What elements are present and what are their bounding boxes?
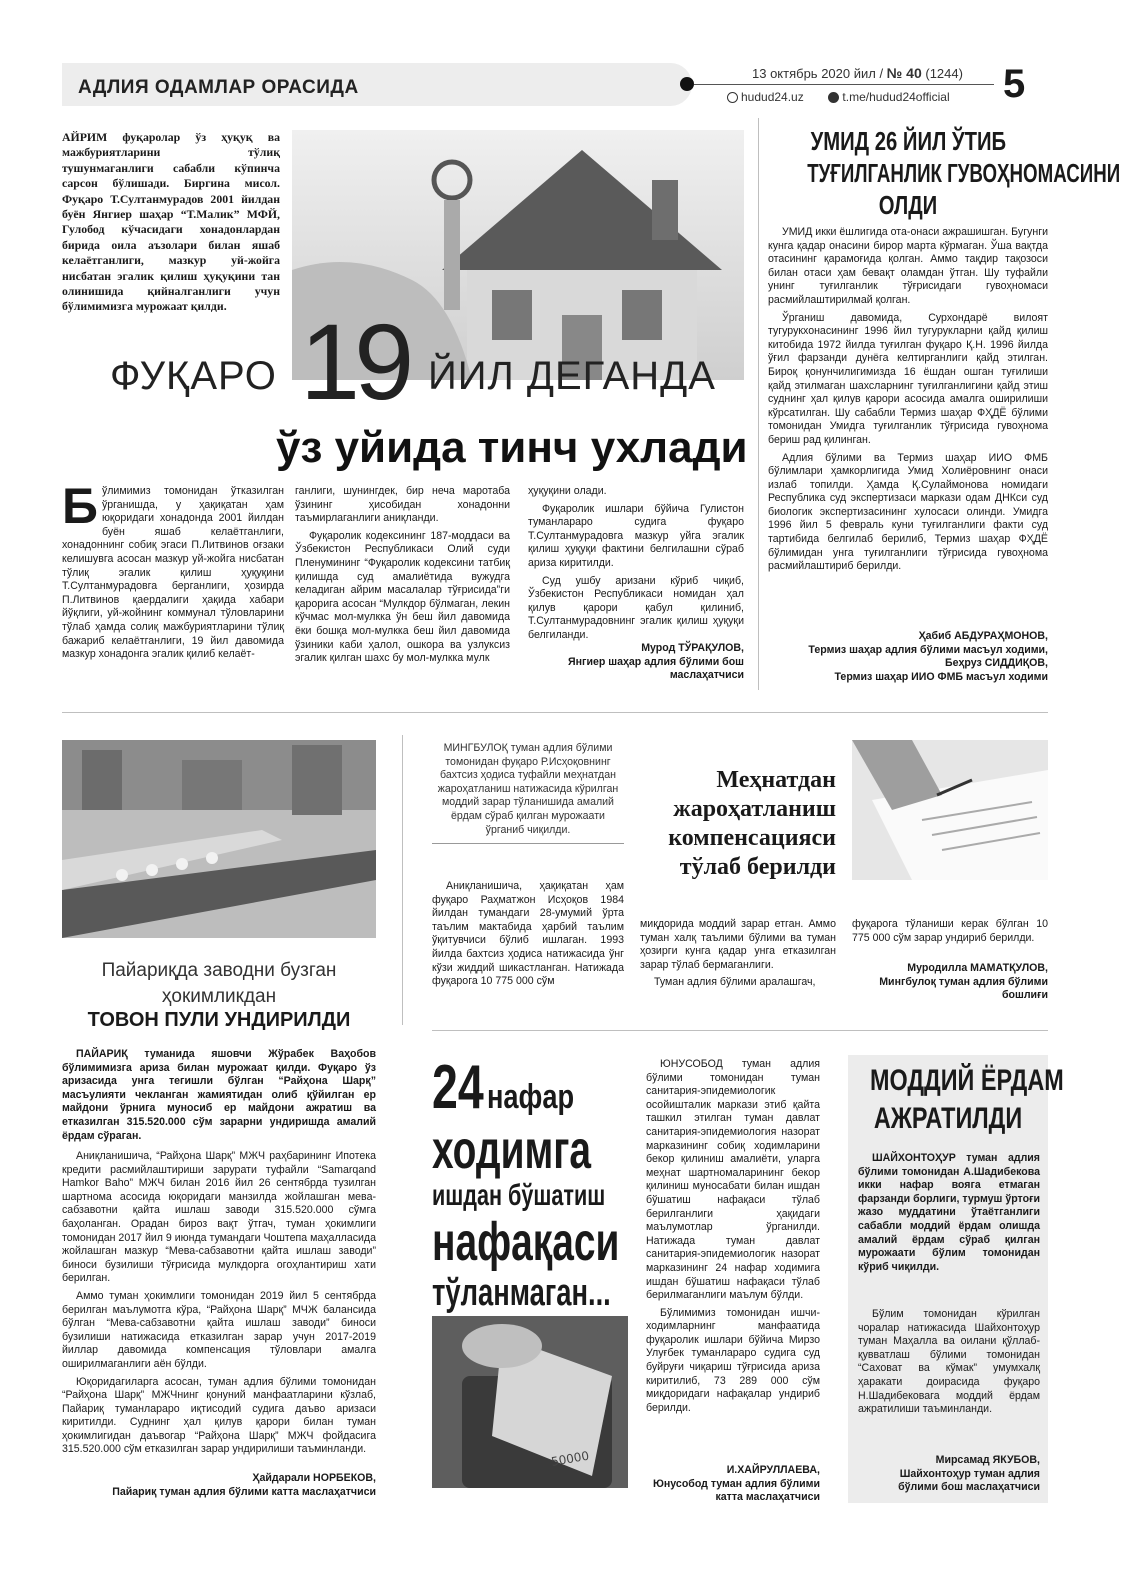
article4-col2	[640, 918, 836, 994]
article4-col2-p1: миқдорида моддий зарар етган. Аммо туман халқ таълими бўлими ва туман ҳозирги кунга қадар унга етказилган зарар тўлаб бермаганлиги.	[640, 918, 836, 971]
article6-title	[848, 1062, 1064, 1138]
factory-conveyor-illustration	[62, 740, 376, 938]
article1-signature	[528, 642, 744, 683]
article4-col1-text: Аниқланишича, ҳақиқатан ҳам фуқаро Раҳматжон Исҳоқов 1984 йилдан тумандаги 28-умумий ўрта таълим мактабида ҳарбий таълим ўқитувчиси бўлиб ишлаган. 1993 йилда бахтсиз ҳодиса натижасида ўнг кўзи жиддий шикастланган. Натижада фуқарога 10 775 000 сўм	[432, 880, 624, 988]
article5-title-word2: ходимга	[432, 1120, 592, 1180]
article4-author: Муродилла МАМАТҚУЛОВ,	[907, 962, 1048, 974]
telegram-link[interactable]: t.me/hudud24official	[842, 90, 950, 104]
article1-dropcap: Б	[62, 478, 98, 534]
article1-col3-p1: ҳуқуқини олади.	[528, 485, 607, 497]
column-divider-2	[402, 735, 403, 1025]
article3-title: ТОВОН ПУЛИ УНДИРИЛДИ	[87, 1009, 351, 1031]
article3-kicker	[62, 958, 376, 1010]
article1-author-role: Янгиер шаҳар адлия бўлими бош маслаҳатчиси	[568, 655, 744, 682]
section-divider	[62, 712, 1048, 713]
issue-info	[752, 65, 963, 81]
signing-document-photo	[852, 740, 1048, 880]
article1-col3-p3: Суд ушбу аризани кўриб чиқиб, Ўзбекистон Республикаси номидан ҳал қилув қарори қабул қилиниб, Т.Султанмурадовнинг эгалик қилиш ҳуқуқи белгиланди.	[528, 574, 744, 641]
article6-signature	[858, 1454, 1040, 1495]
article5-author-role: Юнусобод туман адлия бўлими катта маслаҳатчиси	[652, 1477, 820, 1504]
article6-author: Мирсамад ЯКУБОВ,	[935, 1454, 1040, 1466]
article4-title-line4: тўлаб берилди	[679, 854, 836, 880]
wallet-money-photo	[432, 1316, 628, 1488]
issue-date: 13 октябрь 2020 йил /	[752, 66, 887, 81]
section-divider-2	[432, 1030, 1048, 1031]
article5-signature	[646, 1464, 820, 1505]
article5-title	[432, 1055, 632, 1315]
article5-p2: Бўлимимиз томонидан ишчи-ходимларнинг манфаатида фуқаролик ишлари бўйича Мирзо Улуғбек туманлараро судига суд буйруғи чиқариш тўғрисида ариза киритилиб, 73 289 000 сўм миқдоридаги нафақалар ундириб берилди.	[646, 1306, 820, 1414]
telegram-icon	[828, 92, 839, 103]
article5-p1: ЮНУСОБОД туман адлия бўлими томонидан туман санитария-эпидемиологик осойишталик маркази этиб қайта ташкил этилган туман давлат санитария-эпидемиология назорат марказининг собиқ ходимларини бекор қилиниш амалиёти, уларга меҳнат шартномаларининг бекор қилиниш муносабати билан ишдан бўшатиш нафақаси тўлаб берилганлиги ҳақидаги маълумотлар ўрганилди. Натижада туман давлат санитария-эпидемиологик назорат марказининг 24 нафар ходимига ишдан бўшатиш нафақаси тўлаб берилмаганлиги маълум бўлди.	[646, 1058, 820, 1302]
signing-illustration	[852, 740, 1048, 880]
article6-lead	[858, 1152, 1040, 1278]
article2-author1-role: Термиз шаҳар адлия бўлими масъул ходими,	[808, 643, 1048, 656]
article3-lead	[62, 1048, 376, 1147]
site-link[interactable]: hudud24.uz	[741, 90, 804, 104]
article2-author1: Ҳабиб АБДУРАҲМОНОВ,	[918, 630, 1048, 642]
article6-body	[858, 1308, 1040, 1421]
factory-photo	[62, 740, 376, 938]
header-links	[727, 90, 950, 104]
article1-title-part1: ФУҚАРО	[110, 354, 277, 398]
article2-p2: Ўрганиш давомида, Сурхондарё вилоят тугурукхонасининг 1996 йил тугурукларни қайд қилиш китобида 1972 йилда туғилган фуқаро Қ.Н. 1996 йилда ўғил фарзанди дунёга келтирганлиги қайд этилган. Бироқ қонунчилигимизда 16 ёшдан ошган туғилиши қайд этилмаган шахсларнинг туғилганлигини қайд этиш суднинг ҳал қилув қарори асосида амалга оширилиши кўрсатилган. Шу сабабли Термиз шаҳар ФҲДЁ бўлими томонидан Умидга туғилганлик тўғрисида гувоҳнома бериш рад қилинган.	[768, 311, 1048, 446]
issue-total: (1244)	[921, 66, 963, 81]
article3-p2: Аммо туман ҳокимлиги томонидан 2019 йил 5 сентябрда берилган маълумотга кўра, “Райҳона Шарқ” МЧЖ балансида бўлган “Мева-сабзавотни қайта ишлаш заводи” биноси бузилиши натижасида етказилган зарар учун 2017-2019 йиллар давомида компенсация тўловлари амалга оширилмаганлиги аён бўлди.	[62, 1289, 376, 1370]
article4-intro-box: МИНГБУЛОҚ туман адлия бўлими томонидан фуқаро Р.Исҳоқовнинг бахтсиз ҳодиса туфайли меҳнатдан жароҳатланиш натижасида кўрилган моддий зарар тўланишида амалий ёрдам сўраб қилган мурожаати ўрганиб чиқилди.	[432, 742, 624, 844]
wallet-illustration	[432, 1316, 628, 1488]
article3-p3: Юқоридагиларга асосан, туман адлия бўлими томонидан “Райҳона Шарқ” МЖЧнинг қонуний манфаатларини кўзлаб, Пайариқ туманлараро иқтисодий судига даъво аризаси киритилди. Суднинг ҳал қилув қарори билан туман ҳокимлигидан даъвогар “Райҳона Шарқ” МЖЧ фойдасига 315.520.000 сўм етказилган зарар ундирилиши таъминланди.	[62, 1375, 376, 1456]
article1-col1-text: ўлимимиз томонидан ўтказилган ўрганишда, у ҳақиқатан ҳам юқоридаги хонадонда 2001 йилдан буён яшаб келаётганлиги, хонадоннинг собиқ эгаси П.Литвинов оғзаки келишувга асосан мазкур уй-жойга нисбатан тўлиқ эгалик қилиш ҳуқуқини Т.Султанмурадовга берганлиги, ҳозирда П.Литвинов қаердалиги ҳақида хабари йўқлиги, уй-жойнинг коммунал тўловларини тўлаб ҳамда солиқ мажбуриятларини тўлиқ бажариб келаётганлиги, 19 йил давомида мазкур хонадонга эгалик қилиб келаёт-	[62, 485, 284, 661]
article1-col1	[62, 478, 284, 662]
article4-col3-text: фуқарога тўланиши керак бўлган 10 775 000 сўм зарар ундириб берилди.	[852, 918, 1048, 944]
article2-author2: Беҳруз СИДДИҚОВ,	[945, 657, 1048, 670]
article6-p1: Бўлим томонидан кўрилган чоралар натижасида Шайхонтоҳур туман Маҳалла ва оилани қўллаб-қувватлаш бўлими томонидан “Саховат ва кўмак” умумхалқ ҳаракати доирасида фуқаро Н.Шадибековага моддий ёрдам ажратилиши таъминланди.	[858, 1308, 1040, 1416]
article1-author: Мурод ТЎРАҚУЛОВ,	[641, 642, 744, 654]
article3-p1: Аниқланишича, “Райҳона Шарқ” МЖЧ раҳбарининг Ипотека кредити расмийлаштириши зарурати туфайли “Samarqand Hamkor Baho” МЖЧ билан 2016 йил 26 сентябрда тузилган шартнома асосида юқоридаги манзилда жойлашган мева-сабзавотни қайта ишлаш заводи 315.520.000 сўмга баҳоланган. Орадан бироз вақт ўтгач, туман ҳокимлиги томонидан 2017 йил 9 июнда тумандаги Чоштепа маҳалласида жойлашган мазкур “Мева-сабзавотни қайта ишлаш заводи” биноси бузилиши тўғрисида мулкдорга огоҳлантириш хати берилган.	[62, 1150, 376, 1285]
section-title: АДЛИЯ ОДАМЛАР ОРАСИДА	[78, 77, 359, 98]
header-rule	[694, 84, 994, 85]
article1-title-number: 19	[300, 301, 409, 422]
article4-author-role: Мингбулоқ туман адлия бўлими бошлиғи	[879, 975, 1048, 1002]
article1-col3	[528, 485, 744, 647]
article3-lead-text: ПАЙАРИҚ туманида яшовчи Жўрабек Ваҳобов бўлимимизга ариза билан мурожаат қилди. Фуқаро ўз аризасида унга тегишли бўлган “Райҳона Шарқ” масъулияти чекланган жамиятидан олиб қўйилган ер майдони ўрнига муносиб ер майдони ажратиш ва етказилган 315.520.000 сўм зарарни ундиришда амалий ёрдам сўраган.	[62, 1048, 376, 1142]
article1-col2	[295, 485, 510, 670]
article1-title-part2: ЙИЛ ДЕГАНДА	[428, 354, 716, 398]
article5-title-number: 24	[432, 1053, 484, 1122]
article6-author-role: Шайхонтоҳур туман адлия бўлими бош маслаҳатчиси	[898, 1467, 1040, 1494]
article2-body	[768, 226, 1048, 578]
article5-title-word3: ишдан бўшатиш	[432, 1179, 606, 1212]
article3-body	[62, 1150, 376, 1461]
article4-col3	[852, 918, 1048, 949]
article3-kicker-line1: Пайариқда заводни бузган	[101, 960, 337, 981]
article4-col1	[432, 880, 624, 993]
header-dot	[680, 77, 694, 91]
article2-p3: Адлия бўлими ва Термиз шаҳар ИИО ФМБ бўлимлари ҳамкорлигида Умид Холиёровнинг онаси излаб топилди. Ҳамда Қ.Сулаймонова номидаги Республика суд экспертизаси маркази одам ДНКси суд биологик экспертизасининг хулосаси олинди. Умидга 1996 йил 5 февраль куни туғилганлиги факти суд тартибида белгилаб берилиб, Термиз шаҳар ФҲДЁ бўлимидан унга туғилганлиги тўғрисида гувоҳнома расмийлаштириб берилди.	[768, 451, 1048, 573]
article5-author: И.ХАЙРУЛЛАЕВА,	[726, 1464, 820, 1476]
article2-author2-role: Термиз шаҳар ИИО ФМБ масъул ходими	[834, 670, 1048, 683]
article6-title-line1: МОДДИЙ ЁРДАМ	[870, 1064, 1064, 1097]
article3-author: Ҳайдарали НОРБЕКОВ,	[252, 1472, 376, 1484]
article5-title-word5: тўланмаган...	[432, 1272, 611, 1314]
article2-signature	[768, 630, 1048, 684]
page-number: 5	[1003, 62, 1026, 106]
article3-author-role: Пайариқ туман адлия бўлими катта маслаҳатчиси	[112, 1485, 376, 1498]
article6-lead-text: ШАЙХОНТОҲУР туман адлия бўлими томонидан А.Шадибекова икки нафар вояга етмаган фарзанди борлиги, турмуш ўртоғи жазо муддатини ўтаётганлиги сабабли моддий ёрдам олишда амалий ёрдам сўраб қилган мурожаати бўлим томонидан кўриб чиқилди.	[858, 1152, 1040, 1273]
article2-title-line3: ОЛДИ	[878, 190, 938, 220]
article5-body	[646, 1058, 820, 1419]
article1-col2-p2: Фуқаролик кодексининг 187-моддаси ва Ўзбекистон Республикаси Олий суди Пленумининг “Фуқаролик кодексини татбиқ қилишда суд амалиётида вужудга келадиган айрим масалалар тўғрисида”ги қарорига асосан “Мулкдор бўлмаган, лекин кўчмас мол-мулкка ўн беш йил давомида ёки бошқа мол-мулкка беш йил давомида ўзиники каби ҳалол, ошкора ва узлуксиз эгалик қилган шахс бу мол-мулкка мулк	[295, 529, 510, 665]
globe-icon	[727, 92, 738, 103]
article1-col2-p1: ганлиги, шунингдек, бир неча маротаба ўзининг ҳисобидан хонадонни таъмирлаганлиги аниқланди.	[295, 485, 510, 525]
issue-number: № 40	[886, 65, 922, 81]
article4-title	[636, 766, 836, 882]
article1-lead: АЙРИМ фуқаролар ўз ҳуқуқ ва мажбуриятларини тўлиқ тушунмаганлиги сабабли кўпинча сарсон бўлишади. Биргина мисол. Фуқаро Т.Султанмурадов 2001 йилдан буён Янгиер шаҳар “Т.Малик” МФЙ, Гулобод кўчасидаги хонадонлардан бирида оила аъзолари билан яшаб келаётганлиги, мазкур уй-жойга нисбатан эгалик қилиш ҳуқуқини тан олинишида қийналганлиги учун бўлимимизга мурожаат қилди.	[62, 130, 280, 314]
article4-signature	[852, 962, 1048, 1003]
banknote-value: 50000	[550, 1448, 591, 1469]
article3-kicker-line2: ҳокимликдан	[161, 986, 277, 1007]
article2-p1: УМИД икки ёшлигида ота-онаси ажрашишган. Бугунги кунга қадар онасини бирор марта кўрмаган. Ўша вақтда отасининг қарамоғида қолган. Аммо тақдир тақозоси билан отаси ҳам бевақт оламдан ўтган. Шу туфайли унинг туғилганлик тўғрисидаги гувоҳномаси расмийлаштирилмай қолган.	[768, 226, 1048, 306]
article2-title-line1: УМИД 26 ЙИЛ ЎТИБ	[810, 126, 1006, 156]
article5-title-word1: нафар	[486, 1078, 575, 1116]
article4-title-line3: компенсацияси	[668, 825, 836, 851]
article2-title	[768, 125, 1121, 221]
column-divider	[758, 118, 759, 690]
article1-col3-p2: Фуқаролик ишлари бўйича Гулистон туманлараро судига фуқаро Т.Султанмурадовга мазкур уйга эгалик қилиш ҳуқуқи фактини белгилашни сўраб ариза киритилди.	[528, 502, 744, 569]
article6-title-line2: АЖРАТИЛДИ	[873, 1102, 1023, 1135]
article4-col2-p2: Туман адлия бўлими аралашгач,	[654, 976, 816, 989]
article2-title-line2: ТУҒИЛГАНЛИК ГУВОҲНОМАСИНИ	[807, 158, 1121, 188]
article4-title-line2: жароҳатланиш	[673, 796, 836, 822]
article1-title-part3: ўз уйида тинч ухлади	[276, 423, 748, 472]
article5-title-word4: нафақаси	[432, 1212, 620, 1272]
article3-signature	[62, 1472, 376, 1499]
article4-title-line1: Меҳнатдан	[716, 767, 836, 793]
